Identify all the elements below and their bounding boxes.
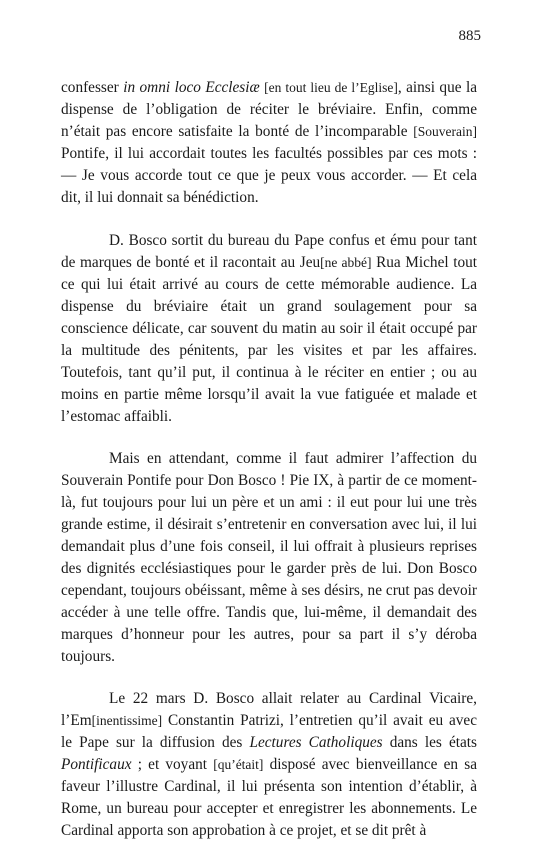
editorial-bracket: [inentissime] <box>91 713 163 728</box>
editorial-bracket: [qu’était] <box>213 757 264 772</box>
editorial-bracket: [ne abbé] <box>320 255 372 270</box>
text-segment: confesser <box>61 79 124 96</box>
text-segment: Constantin Patrizi, l’entretien qu’il avait eu avec le Pape sur la diffusion des <box>61 712 477 751</box>
text-segment: ; et voyant <box>131 756 214 773</box>
text-segment: Mais en attendant, comme il faut admirer l’affection du Souverain Pontife pour Don Bosco ! Pie IX, à partir de ce moment-là, fut toujours pour lui un père et un ami : il eut pour lui une très grande estime, il désirait s’entretenir en conversation avec lui, il lui demandait plus d’une fois conseil, il lui offrait à plusieurs reprises des dignités ecclésiastiques pour le garder près de lui. Don Bosco cependant, toujours obéissant, même à ses désirs, ne crut pas devoir accéder à une telle offre. Tandis que, lui-même, il demandait des marques d’honneur pour les autres, pour sa part il s’y déroba toujours. <box>61 450 477 665</box>
paragraph-4 <box>61 688 477 842</box>
editorial-bracket: [Souverain] <box>413 124 477 139</box>
text-segment: Pontife, il lui accordait toutes les facultés possibles par ces mots : — Je vous accorde tout ce que je peux vous accorder. — Et cela dit, il lui donnait sa bénédiction. <box>61 145 477 206</box>
paragraph-1 <box>61 77 477 209</box>
body-text <box>61 77 477 862</box>
text-segment: Le 22 mars D. Bosco allait relater au Cardinal Vicaire, l’Em <box>61 690 477 729</box>
latin-phrase: in omni loco Ecclesiæ <box>123 79 260 96</box>
text-segment: dans les états <box>382 734 477 751</box>
italic-term: Pontificaux <box>61 756 132 773</box>
editorial-bracket: [en tout lieu de l’Eglise] <box>264 80 398 95</box>
text-segment: Rua Michel tout ce qui lui était arrivé au cours de cette mémorable audience. La dispense du bréviaire était un grand soulagement pour sa conscience délicate, car souvent du matin au soir il était occupé par la multitude des pénitents, par les visites et par les affaires. Toutefois, tant qu’il put, il continua à le réciter en entier ; ou au moins en partie même lorsqu’il avait la vue fatiguée et malade et l’estomac affaibli. <box>61 254 477 425</box>
publication-title: Lectures Catholiques <box>249 734 383 751</box>
paragraph-2 <box>61 230 477 428</box>
page-number: 885 <box>458 28 481 44</box>
text-segment: D. Bosco sortit du bureau du Pape confus et ému pour tant de marques de bonté et il racontait au Jeu <box>61 232 477 271</box>
text-segment: disposé avec bienveillance en sa faveur l’illustre Cardinal, il lui présenta son intention d’établir, à Rome, un bureau pour accepter et enregistrer les abonnements. Le Cardinal apporta son approbation à ce projet, et se dit prêt à <box>61 756 477 839</box>
text-segment: , ainsi que la dispense de l’obligation de réciter le bréviaire. Enfin, comme n’était pas encore satisfaite la bonté de l’incomparable <box>61 79 477 140</box>
paragraph-3 <box>61 448 477 668</box>
